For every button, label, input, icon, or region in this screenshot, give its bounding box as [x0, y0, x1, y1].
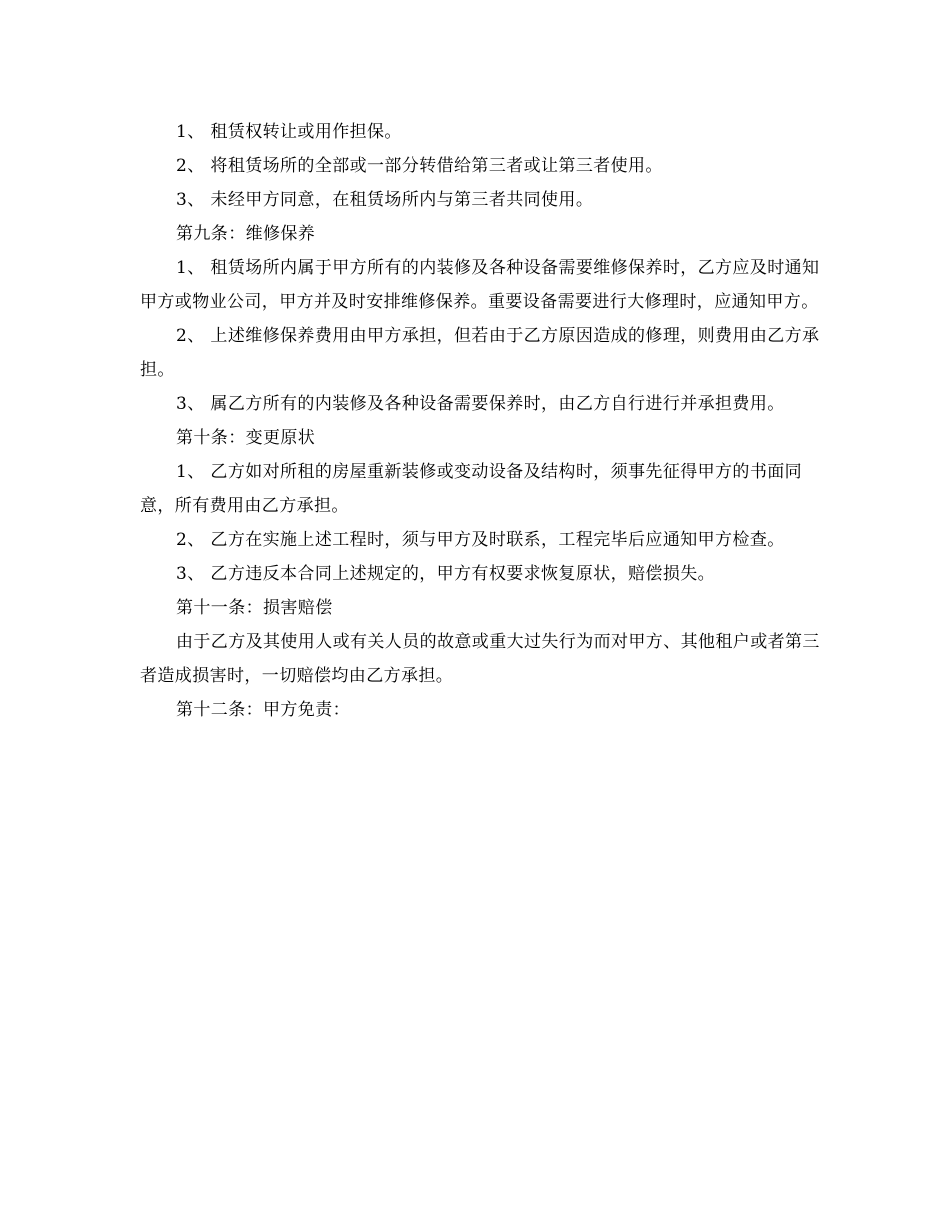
- clause-text: 由于乙方及其使用人或有关人员的故意或重大过失行为而对甲方、其他租户或者第三者造成损害时，一切赔偿均由乙方承担。: [140, 632, 820, 686]
- clause-item: 2、 上述维修保养费用由甲方承担，但若由于乙方原因造成的修理，则费用由乙方承担。: [140, 326, 820, 380]
- clause-item: 3、 未经甲方同意，在租赁场所内与第三者共同使用。: [176, 190, 594, 210]
- section-heading: 第十二条：甲方免责：: [176, 700, 350, 720]
- document-body: [140, 115, 820, 727]
- clause-item: 3、 乙方违反本合同上述规定的，甲方有权要求恢复原状，赔偿损失。: [176, 564, 716, 584]
- clause-item: 2、 乙方在实施上述工程时，须与甲方及时联系，工程完毕后应通知甲方检查。: [176, 530, 785, 550]
- clause-item: 3、 属乙方所有的内装修及各种设备需要保养时，由乙方自行进行并承担费用。: [176, 394, 785, 414]
- clause-item: 1、 乙方如对所租的房屋重新装修或变动设备及结构时，须事先征得甲方的书面同意，所有费用由乙方承担。: [140, 462, 803, 516]
- section-heading: 第九条：维修保养: [176, 224, 316, 244]
- clause-item: 1、 租赁权转让或用作担保。: [176, 122, 402, 142]
- clause-item: 1、 租赁场所内属于甲方所有的内装修及各种设备需要维修保养时，乙方应及时通知甲方或物业公司，甲方并及时安排维修保养。重要设备需要进行大修理时，应通知甲方。: [140, 258, 820, 312]
- section-heading: 第十一条：损害赔偿: [176, 598, 333, 618]
- section-heading: 第十条：变更原状: [176, 428, 316, 448]
- clause-item: 2、 将租赁场所的全部或一部分转借给第三者或让第三者使用。: [176, 156, 663, 176]
